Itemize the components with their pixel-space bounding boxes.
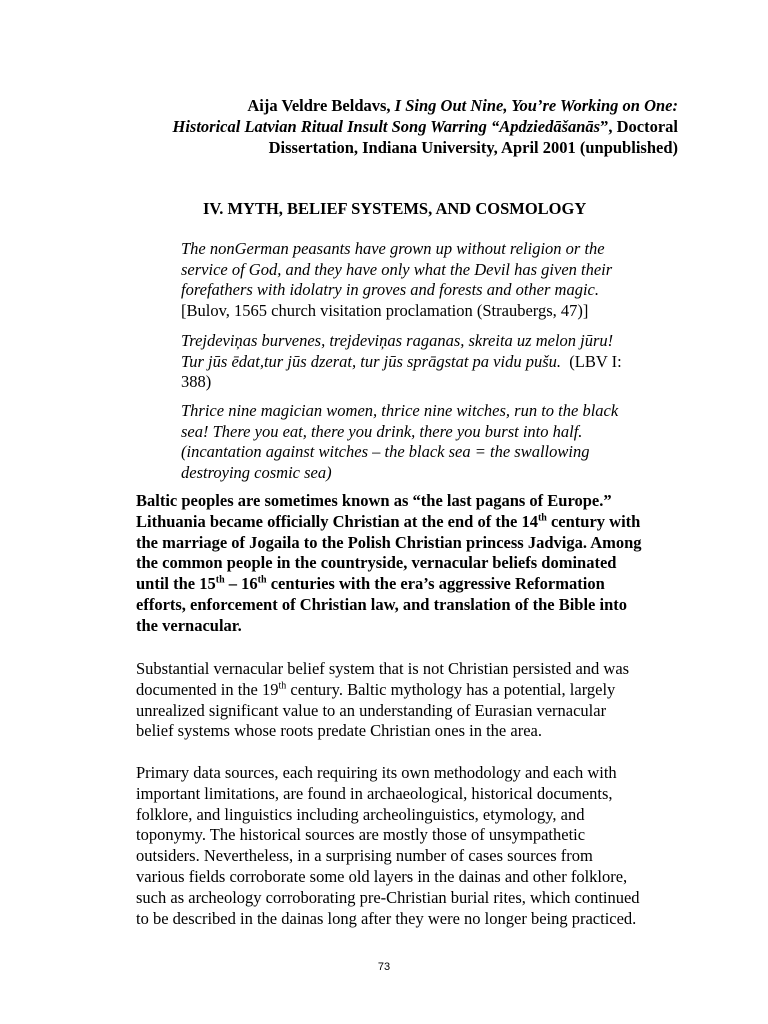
paragraph-line: Primary data sources, each requiring its own methodology and each with — [136, 763, 617, 782]
citation-header — [118, 95, 678, 158]
quote-3-line: (incantation against witches – the black sea = the swallowing — [181, 442, 590, 462]
text-run: century. Baltic mythology has a potential, largely — [286, 679, 616, 699]
bold-intro-paragraph — [136, 491, 681, 637]
quote-1-source: [Bulov, 1565 church visitation proclamation (Straubergs, 47)] — [181, 300, 589, 320]
paragraph-line: toponymy. The historical sources are mostly those of unsympathetic — [136, 825, 586, 845]
quote-2-reference: (LBV I: — [561, 351, 622, 371]
epigraph-quote-1 — [181, 239, 661, 321]
citation-title-part-2: Historical Latvian Ritual Insult Song Warring “ — [172, 117, 500, 136]
text-run: Lithuania became officially Christian at the end of the 14 — [136, 511, 538, 531]
paragraph-line: belief systems whose roots predate Christian ones in the area. — [136, 721, 542, 741]
citation-author: Aija Veldre Beldavs, — [247, 96, 395, 115]
superscript: th — [278, 680, 287, 692]
text-run: documented in the 19 — [136, 679, 279, 699]
quote-2-line — [181, 352, 661, 373]
paragraph-line: efforts, enforcement of Christian law, and translation of the Bible into — [136, 594, 627, 614]
epigraph-quote-3 — [181, 401, 661, 483]
superscript: th — [215, 574, 225, 586]
paragraph-line — [136, 680, 681, 701]
paragraph-line: important limitations, are found in archaeological, historical documents, — [136, 783, 613, 803]
citation-line-1 — [118, 95, 678, 116]
citation-title-word: Apdziedāšanās — [499, 117, 601, 136]
paragraph-line: unrealized significant value to an understanding of Eurasian vernacular — [136, 700, 607, 720]
body-paragraph-3 — [136, 763, 681, 929]
citation-title-part-1: I Sing Out Nine, You’re Working on One: — [394, 96, 678, 115]
citation-line-2 — [118, 116, 678, 137]
paragraph-line — [136, 512, 681, 533]
body-paragraph-2 — [136, 659, 681, 742]
paragraph-line: Baltic peoples are sometimes known as “the last pagans of Europe.” — [136, 491, 612, 510]
paragraph-line: the marriage of Jogaila to the Polish Christian princess Jadviga. Among — [136, 532, 642, 552]
paragraph-line: the common people in the countryside, vernacular beliefs dominated — [136, 553, 617, 573]
quote-2-reference-end: 388) — [181, 372, 212, 392]
page-number: 73 — [377, 961, 391, 973]
paragraph-line: folklore, and linguistics including archeolinguistics, etymology, and — [136, 804, 585, 824]
citation-title-end: ”, Doctoral — [600, 117, 678, 136]
paragraph-line: various fields corroborate some old layers in the dainas and other folklore, — [136, 866, 628, 886]
quote-1-line: service of God, and they have only what the Devil has given their — [181, 259, 613, 279]
text-run: – 16 — [224, 574, 258, 594]
text-run: centuries with the era’s aggressive Reformation — [266, 574, 605, 594]
quote-2-text: Tur jūs ēdat,tur jūs dzerat, tur jūs sprāgstat pa vidu pušu. — [181, 351, 562, 371]
paragraph-line — [136, 574, 681, 595]
superscript: th — [257, 574, 267, 586]
section-heading: IV. MYTH, BELIEF SYSTEMS, AND COSMOLOGY — [203, 199, 587, 218]
quote-3-line: sea! There you eat, there you drink, there you burst into half. — [181, 421, 583, 441]
paragraph-line: such as archeology corroborating pre-Christian burial rites, which continued — [136, 887, 640, 907]
paragraph-line: outsiders. Nevertheless, in a surprising number of cases sources from — [136, 846, 593, 866]
paragraph-line: Substantial vernacular belief system that is not Christian persisted and was — [136, 659, 630, 678]
quote-2-line: Trejdeviņas burvenes, trejdeviņas raganas, skreita uz melon jūru! — [181, 331, 614, 350]
text-run: century with — [546, 511, 641, 531]
quote-1-line: forefathers with idolatry in groves and forests and other magic. — [181, 280, 599, 300]
quote-3-line: destroying cosmic sea) — [181, 462, 332, 482]
paragraph-line: to be described in the dainas long after they were no longer being practiced. — [136, 908, 637, 928]
epigraph-quote-2 — [181, 331, 661, 393]
quote-3-line: Thrice nine magician women, thrice nine witches, run to the black — [181, 401, 619, 420]
text-run: until the 15 — [136, 574, 216, 594]
paragraph-line: the vernacular. — [136, 615, 242, 635]
superscript: th — [537, 512, 547, 524]
quote-1-line: The nonGerman peasants have grown up without religion or the — [181, 239, 605, 258]
citation-line-3: Dissertation, Indiana University, April 2001 (unpublished) — [268, 138, 678, 157]
